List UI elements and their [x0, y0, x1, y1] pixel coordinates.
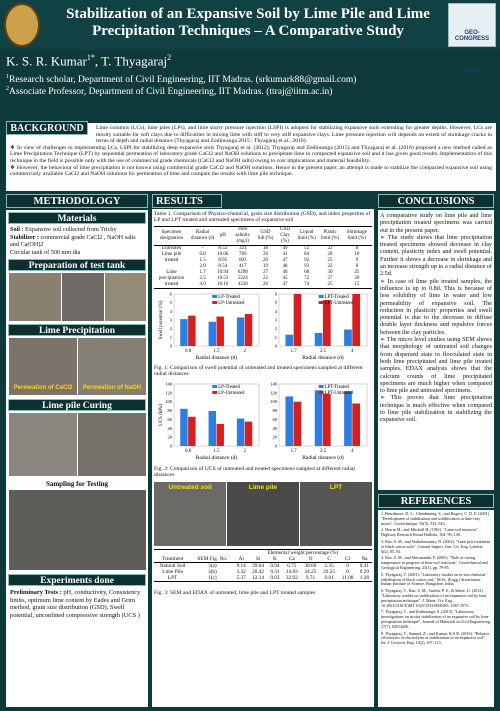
y-tick-label: 2 — [169, 326, 172, 332]
bar-lpt-treated — [315, 333, 323, 346]
conclusion-point-2-text: In case of lime pile treated samples, the influence is up to 0.8d. This is because of less solubility of lime in water and low permeability of expansive soil. The reduction in plasticity properties and swell potential is due to the decrease in diffuse double layer thickness and repulsive forces between the clay particles. — [380, 277, 492, 336]
table1-header-cell: Liquid limit (%) — [297, 230, 316, 241]
table1-cell: - — [201, 246, 204, 251]
conclusion-point-3: ➢ The micro level studies using SEM shows that morphology of untreated soil changes from dispersed state to flocculated state in both lime precipitated and lime pile treated samples. EDAX analysis shows that the calcium counts of lime precipitated specimens are much higher when compared to lime pile and untreated specimens. — [380, 336, 492, 395]
table2-cell: 0.03 — [270, 575, 280, 581]
conclusion-point-1: ➢ The study shows that lime precipitation treated specimens showed decrease in clay content, plasticity index and swell potential. Further it shows a decrease in shrinkage and an increase strength up to a radial distance of 2.5d. — [380, 233, 492, 278]
table1-cell: 769 — [238, 252, 247, 257]
table1-cell: precipitation — [158, 276, 185, 281]
table1-cell: 52 — [304, 246, 310, 251]
sem-label-lpt: LPT — [329, 484, 343, 491]
sampling-photo — [9, 490, 146, 570]
table1-header-cell: Pore salinity (mg/l) — [235, 227, 251, 244]
table1-cell: 45 — [282, 276, 288, 281]
table1-cell: 8.95 — [218, 258, 228, 263]
table2-cell: Lime Pile — [162, 569, 183, 575]
table1-cell: Untreated — [161, 246, 182, 251]
table1-cell: 25 — [327, 282, 333, 287]
table1-header-cell: GSD Silt (%) — [257, 230, 274, 241]
legend-label: LP-Untreated — [218, 391, 245, 396]
results-title: RESULTS — [152, 194, 222, 208]
table2-cell: 0 — [346, 569, 349, 575]
table1-cell: 10.94 — [217, 270, 229, 275]
conclusion-point-1-text: The study shows that lime precipitation treated specimens showed decrease in clay content, plasticity index and swell potential. Further it shows a decrease in shrinkage and an increase strength up to a radial distance of 2.5d. — [380, 233, 492, 278]
bar-lpt-untreated — [352, 403, 360, 446]
reference-item: 8. Thyagaraj, T., Samuel, Z., and Kumar, K.S.R. (2016). "Relative efficiencies of electrolytes in stabilization of an expansive soil", Int. J. Geotech. Eng. 10(2), 107–113. — [381, 630, 490, 646]
bar-lp-treated — [237, 317, 244, 346]
y-tick-label: 140 — [165, 382, 172, 387]
author-2: T. Thyagaraj — [101, 53, 168, 69]
reference-item: 1. Beardmore, D. L., Glendinning, S., and Rogers, C. D. F. (2001). "Development of stabilisation and solidification in lime-clay mixes", Geotechnique, 50(5), 533–543. — [381, 511, 491, 526]
table1-cell: 4.0 — [199, 282, 206, 287]
x-tick-label: 1.5 — [213, 349, 220, 354]
table2-cell: 3.32 — [236, 569, 246, 575]
table1-cell: 5324 — [237, 276, 248, 281]
bar-lpt-untreated — [294, 294, 302, 346]
title-line-1: Stabilization of an Expansive Soil by Lime Pile and Lime — [66, 6, 430, 22]
reference-item: 5. Thyagaraj, T. (2001). "Laboratory studies on in-situ chemical stabilisation of black cotton soil," M.Sc. (Engg.) dissertation, Indian Institute of Science, Bangalore, India. — [381, 571, 486, 587]
soil-label: Soil : — [10, 226, 24, 233]
table1-cell: 19 — [263, 264, 269, 269]
bar-lpt-treated — [344, 330, 352, 346]
table1-cell: 1.7 — [199, 270, 206, 275]
legend-swatch — [212, 391, 217, 394]
table2-cell: LPT — [167, 575, 178, 581]
author-1: K. S. R. Kumar — [6, 53, 87, 69]
table1-cell: 1.5 — [199, 258, 206, 263]
table1-cell: 10.06 — [217, 252, 229, 257]
table1-cell: 4220 — [237, 282, 248, 287]
bar-lp-untreated — [245, 422, 252, 446]
curing-photo-1 — [9, 413, 77, 476]
fig3-caption: Fig. 3: SEM and EDAX of untreated, lime pile and LPT treated samples — [154, 590, 316, 596]
x-tick-label: 1.7 — [290, 349, 297, 354]
table2-cell: 0.29 — [359, 569, 370, 575]
sampling-label: Sampling for Testing — [45, 480, 109, 488]
aff2-num: 2 — [6, 86, 9, 92]
bar-lpt-treated — [285, 335, 293, 346]
table2-wrap — [154, 549, 372, 582]
table1-header-cell: pH — [219, 233, 226, 238]
reference-item: 7. Thyagaraj, T., and Zodinsanga, S. (2015). "Laboratory investigations on in-situ stabilization of an expansive soil by lime precipitation technique", Journal of Materials in Civil Engineering, 27(7), 04014206. — [381, 609, 491, 629]
author-2-sup: 2 — [167, 53, 172, 62]
y-tick-label: 20 — [167, 434, 172, 440]
fig1-container — [154, 292, 372, 364]
table2-cell: 3(a) — [208, 563, 217, 569]
y-tick-label: 6 — [274, 292, 277, 297]
conclusion-point-4: ➢ This proves that lime precipitation technique is much effective when compared to lime pile stabilization in stabilizing the expansive soil. — [380, 394, 492, 424]
bar-lpt-untreated — [352, 294, 360, 346]
sem-lime-pile-image — [227, 482, 299, 546]
bar-lp-treated — [180, 319, 187, 346]
legend-swatch — [212, 385, 217, 388]
table1-cell: 49 — [282, 246, 288, 251]
bar-lp-untreated — [188, 417, 195, 446]
reference-item: 3. Rao, S. M., and Venkataswamy, B. (2002). "Lime pile treatment of black cotton soils", Ground Improv. Inst. Civ. Eng. London, 6(2), 85–93. — [381, 538, 490, 554]
prep-photo-1 — [9, 273, 61, 321]
poster-title — [48, 6, 448, 40]
table2-header-cell: Ca — [288, 556, 295, 562]
y-tick-label: 60 — [272, 416, 277, 422]
table1-cell: 8 — [355, 246, 359, 251]
legend-swatch — [319, 301, 324, 304]
conclusion-point-3-text: The micro level studies using SEM shows that morphology of untreated soil changes from dispersed state to flocculated state in both lime precipitated and lime pile treated samples. EDAX analysis shows that the calcium counts of lime precipitated specimens are much higher when compared to lime pile and untreated specimens. — [380, 336, 492, 395]
lime-precipitation-title: Lime Precipitation — [8, 324, 146, 336]
x-tick-label: 2 — [243, 349, 247, 354]
table2-cell: 1.28 — [359, 575, 370, 581]
bar-lp-untreated — [217, 317, 224, 346]
table1-cell: 10.53 — [217, 276, 229, 281]
x-axis-label: Radial distance (d) — [302, 455, 344, 461]
table2-cell: 0.94 — [270, 563, 280, 569]
bar-lpt-treated — [285, 396, 293, 446]
table1-header-cell: Specimen designation — [159, 230, 184, 241]
table2-cell: 20.42 — [252, 569, 265, 575]
y-tick-label: 4 — [169, 308, 172, 314]
table1-cell: 20 — [263, 282, 269, 287]
background-p2: ❖ In view of challenges in implementing LCs, LSPI for stabilizing deep expansive soils Thyagaraj et al. (2012), Thyagaraj and Zodinsanga (2015) and Thyagaraj et al. (2016) proposed a new method called as Lime Precipitation Technique (LPT) by sequential permeation of laboratory grade CaCl2 and NaOH solutions to precipitate lime in compacted expansive soil and it has given good results. Implementation of this technique in the field is possible only with the use of commercial grade chemicals (CaCl2 and NaOH salts) owing to cost implications and material feasibility. — [10, 144, 492, 164]
y-tick-label: 0 — [274, 443, 277, 449]
sem-lpt-image — [300, 482, 372, 546]
table2-cell: 12.14 — [252, 575, 265, 581]
authors-line — [6, 53, 171, 69]
conclusions-intro: A comparative study on lime pile and lime precipitation treated specimens was carried out in the present paper. — [380, 212, 492, 234]
table2-cell: 11.08 — [341, 575, 354, 581]
y-tick-label: 80 — [167, 408, 172, 414]
bar-lp-untreated — [217, 424, 224, 446]
table1-cell: 74 — [304, 282, 310, 287]
table1-cell: 10.16 — [217, 282, 229, 287]
table1-cell: 25 — [327, 258, 333, 263]
fig2-chart — [154, 382, 372, 465]
table1-cell: 84 — [304, 252, 310, 257]
prep-title: Preparation of test tank — [8, 259, 146, 271]
table1-cell: 93 — [304, 264, 310, 269]
references-title: REFERENCES — [378, 494, 494, 508]
bar-lp-treated — [209, 411, 216, 446]
table2-cell: 34.25 — [304, 569, 317, 575]
fig2-caption: Fig. 2: Comparison of UCS of untreated and treated specimens sampled at different radial distances — [154, 466, 355, 479]
aff2-text: Associate Professor, Department of Civil Engineering, IIT Madras. (ttraj@iitm.ac.in) — [9, 87, 333, 98]
table1-cell: 2.5 — [199, 276, 206, 281]
perm-cacl2-label: Permeation of CaCl2 — [13, 385, 73, 391]
y-tick-label: 5 — [169, 300, 172, 306]
table2-cell: 0.01 — [324, 575, 334, 581]
table1-cell: 47 — [282, 258, 288, 263]
legend-label: LP-Untreated — [218, 301, 245, 306]
table1-cell: 30 — [327, 270, 333, 275]
table2-header-cell: O — [308, 556, 313, 562]
curing-photo-2 — [78, 413, 146, 476]
conclusions-title: CONCLUSIONS — [378, 194, 494, 208]
table1-cell: 8.52 — [218, 246, 228, 251]
background-p3: ❖ However, the behaviour of lime precipitation is not known using commercial grade CaCl2 and NaOH solutions. Hence in the present paper, an attempt is made to stabilize the compacted expansive soil using commercially available CaCl2 and NaOH solutions for permeation of lime and compare the results with lime pile technique. — [10, 164, 492, 178]
legend-label: LPT-Untreated — [324, 301, 354, 306]
table2-cell: 32.92 — [285, 575, 298, 581]
table2-header-cell: Treatment — [161, 556, 184, 562]
legend-label: LPT-Treated — [324, 295, 349, 300]
table2-row — [154, 575, 372, 582]
materials-title: Materials — [8, 212, 146, 224]
bar-lp-untreated — [188, 316, 195, 346]
bar-lp-treated — [180, 409, 187, 446]
logo-title: GEO-CONGRESS — [454, 30, 490, 42]
fig1-caption: Fig. 1: Comparison of swell potential of untreated and treated specimens sampled at different radial distances — [154, 365, 363, 378]
y-tick-label: 3 — [169, 317, 172, 323]
table2-cell: 2.35 — [324, 563, 334, 569]
stabilizer-text: commercial grade CaCl2 , NaOH salts and Ca(OH)2 — [10, 233, 136, 249]
table2-cell: 5.37 — [236, 575, 246, 581]
table1-header-cell: Plastic limit (%) — [320, 230, 340, 241]
legend-swatch — [212, 301, 217, 304]
table1-cell: 22 — [263, 276, 269, 281]
sem-untreated-image — [154, 482, 226, 546]
table2-cell: 1(c) — [208, 575, 217, 581]
bar-lp-treated — [209, 322, 216, 346]
legend-swatch — [319, 391, 324, 394]
table1-cell: 321 — [238, 246, 247, 251]
background-p2-text: In view of challenges in implementing LCs, LSPI for stabilizing deep expansive soils Thyagaraj et al. (2012), Thyagaraj and Zodinsanga (2015) and Thyagaraj et al. (2016) proposed a new method called as Lime Precipitation Technique (LPT) by sequential permeation of laboratory grade CaCl2 and NaOH solutions to precipitate lime in compacted expansive soil and it has given good results. Implementation of this technique in the field is possible only with the use of commercial grade chemicals (CaCl2 and NaOH salts) owing to cost implications and material feasibility. — [10, 144, 492, 164]
table1-cell: 0.8 — [199, 252, 206, 257]
x-tick-label: 4 — [351, 449, 354, 454]
legend-label: LPT-Untreated — [324, 391, 354, 396]
x-axis-label: Radial distance (d) — [195, 355, 238, 361]
table2-cell: 0 — [346, 563, 349, 569]
conclusions-text — [380, 212, 492, 424]
table2-cell: 0.31 — [270, 569, 280, 575]
bar-lp-treated — [237, 419, 244, 446]
geo-congress-logo — [448, 3, 496, 74]
table2-header-cell: Si — [255, 556, 261, 562]
y-tick-label: 4 — [274, 308, 277, 314]
reference-item: 2. Herrin M., and Mitchell H. (1961). "Lime-soil mixtures", Highway Research Board Bulletin, 304, 99–138. — [381, 527, 479, 538]
y-axis-label: UCS (kPa) — [159, 404, 164, 426]
y-tick-label: 80 — [272, 408, 277, 414]
table2-header-cell: Na — [361, 556, 368, 562]
prep-photo-3 — [105, 273, 146, 321]
prelim-text: pH, conductivity, Consistency limits, optimum lime content by Eades and Grim method, grain size distribution (GSD), Swell potential, unconfined compressive strength (UCS ) — [10, 589, 141, 619]
table2-header-cell: Cl — [345, 556, 351, 562]
table1-cell: 20 — [263, 258, 269, 263]
lime-pile-curing-title: Lime pile Curing — [8, 399, 146, 411]
table2-cell: 0.41 — [359, 563, 370, 569]
x-tick-label: 0.8 — [185, 349, 192, 354]
y-tick-label: 40 — [272, 425, 277, 431]
table1-cell: 27 — [327, 276, 333, 281]
table1-cell: 8 — [355, 264, 359, 269]
table1-cell: 10 — [354, 252, 360, 257]
table1-cell: 417 — [238, 264, 247, 269]
background-p3-text: However, the behaviour of lime precipitation is not known using commercial grade CaCl2 and NaOH solutions. Hence in the present paper, an attempt is made to stabilize the compacted expansive soil using commercially available CaCl2 and NaOH solutions for permeation of lime and compare the results with lime pile technique. — [10, 164, 492, 178]
table1-cell: 6298 — [237, 270, 248, 275]
background-title: BACKGROUND — [6, 121, 88, 135]
x-tick-label: 0.8 — [185, 449, 192, 454]
y-tick-label: 140 — [270, 382, 277, 387]
y-tick-label: 120 — [165, 390, 172, 396]
x-tick-label: 1.5 — [213, 449, 220, 454]
legend-label: LP-Treated — [218, 295, 240, 300]
y-tick-label: 20 — [272, 434, 277, 440]
table1-cell: 8.54 — [218, 264, 228, 269]
table1-cell: 47 — [282, 282, 288, 287]
table1-row — [154, 282, 372, 289]
table2-cell: 0.75 — [287, 563, 297, 569]
table2-cell: 9.71 — [305, 575, 316, 581]
y-tick-label: 6 — [169, 292, 172, 297]
sem-label-lime-pile: Lime pile — [248, 484, 278, 491]
table2-cell: 39.64 — [252, 563, 265, 569]
soil-text: Expansive soil collected from Trichy — [23, 226, 117, 233]
table1-cell: 15 — [354, 282, 360, 287]
y-tick-label: 0 — [169, 443, 172, 449]
y-tick-label: 1 — [169, 334, 172, 340]
table1-header-cell: Radial distance (d) — [190, 230, 215, 241]
logo-year: 2020 — [465, 68, 479, 74]
y-tick-label: 2 — [274, 326, 277, 332]
table1-cell: 22 — [327, 264, 333, 269]
x-axis-label: Radial distance (d) — [302, 355, 344, 361]
prelim-label: Preliminary Tests : — [10, 589, 62, 596]
table1-cell: Lime pile — [161, 252, 182, 257]
legend-label: LPT-Treated — [324, 385, 349, 390]
affiliation-2 — [6, 84, 332, 98]
table1-cell: 25 — [354, 270, 360, 275]
table1-cell: 48 — [282, 264, 288, 269]
table1-cell: 28 — [327, 252, 333, 257]
table2-cell: 14.83 — [285, 569, 298, 575]
table1-cell: 26 — [263, 252, 269, 257]
table1-cell: 27 — [263, 270, 269, 275]
conclusion-point-4-text: This proves that lime precipitation technique is much effective when compared to lime pile stabilization in stabilizing the expansive soil. — [380, 394, 492, 424]
x-axis-label: Radial distance (d) — [195, 455, 238, 461]
y-tick-label: 100 — [165, 399, 172, 405]
x-tick-label: 4 — [351, 349, 354, 354]
table2-header-cell: C — [327, 556, 331, 562]
legend-label: LP-Treated — [218, 385, 240, 390]
materials-text — [10, 226, 146, 256]
table2-cell: 20.25 — [323, 569, 336, 575]
y-tick-label: 3 — [274, 317, 277, 323]
experiments-text — [10, 589, 146, 619]
table2-header-cell: SEM Fig. No. — [197, 556, 228, 562]
x-tick-label: 1.7 — [290, 449, 297, 454]
table1-cell: treated — [164, 282, 179, 287]
table1-header-cell: Shrinkage limit (%) — [346, 230, 367, 241]
references-panel — [378, 510, 494, 707]
bar-lpt-treated — [315, 390, 323, 446]
column-line: Circular tank of 500 mm dia — [10, 248, 81, 256]
aff1-text: Research scholar, Department of Civil Engineering, IIT Madras. (srkumark88@gmail.com) — [9, 75, 357, 86]
x-tick-label: 2.5 — [320, 349, 326, 354]
fig1-chart — [154, 292, 372, 364]
y-tick-label: 100 — [270, 399, 277, 405]
y-tick-label: 40 — [167, 425, 172, 431]
prep-photo-2 — [62, 273, 104, 321]
table1-cell: 20 — [354, 276, 360, 281]
bar-lpt-treated — [344, 391, 352, 446]
legend-swatch — [319, 295, 324, 298]
table1-cell: Lime — [166, 270, 177, 275]
title-line-2: Precipitation Techniques – A Comparative Study — [92, 23, 404, 39]
table2-header-top: Elemental weight percentage (%) — [267, 550, 339, 556]
table1-cell: 41 — [282, 252, 288, 257]
table1-cell: treated — [164, 258, 179, 263]
y-tick-label: 0 — [169, 343, 172, 349]
x-tick-label: 2 — [243, 449, 247, 454]
x-tick-label: 2.5 — [320, 449, 326, 454]
soil-line — [10, 226, 146, 234]
bar-lpt-untreated — [323, 394, 331, 446]
table2-cell: 3(b) — [207, 569, 217, 575]
y-tick-label: 5 — [274, 300, 277, 306]
stabilizer-line — [10, 234, 146, 249]
author-1-sup: 1* — [86, 53, 95, 62]
table1-caption: Table 1. Comparison of Physico-chemical, grain size distribution (GSD), and index properties of LP and LPT treated and untreated specimens of expansive soil — [154, 211, 371, 224]
author-sep: , — [94, 53, 102, 69]
y-tick-label: 0 — [274, 343, 277, 349]
table1-cell: 2.0 — [199, 264, 206, 269]
reference-item: 4. Rao, S. M., and Shivananda, P. (2005). "Role of curing temperature in progress of lime-soil reactions", Geotechnical and Geological Engineering, 23(1), pp. 79-85. — [381, 555, 488, 570]
conclusion-point-2: ➢ In case of lime pile treated samples, the influence is up to 0.8d. This is because of less solubility of lime in water and low permeability of expansive soil. The reduction in plasticity properties and swell potential is due to the decrease in diffuse double layer thickness and repulsive forces between the clay particles. — [380, 277, 492, 336]
perm-naoh-label: Permeation of NaOH — [82, 385, 142, 391]
table2-cell: 9.14 — [236, 563, 246, 569]
table1-cell: 72 — [304, 276, 310, 281]
y-tick-label: 1 — [274, 334, 277, 340]
table1-header-cell: GSD Clay (%) — [280, 227, 291, 244]
table1-cell: 40 — [282, 270, 288, 275]
table1-cell: 22 — [327, 246, 333, 251]
experiments-title: Experiments done — [8, 574, 146, 586]
table1-cell: 9 — [355, 258, 359, 263]
table1-wrap — [154, 226, 372, 289]
table1-cell: 603 — [238, 258, 247, 263]
table2-header-cell: Al — [238, 556, 244, 562]
bar-lpt-untreated — [294, 402, 302, 446]
bar-lpt-untreated — [323, 300, 331, 346]
table1-cell: 68 — [304, 270, 310, 275]
table1-cell: 18 — [263, 246, 269, 251]
y-axis-label: Swell potential (%) — [159, 300, 164, 340]
iit-madras-logo — [4, 3, 40, 47]
reference-item: 6. Thyagaraj, T., Rao, S. M., Suresh, P. S., & Salini, U. (2012). "Laboratory studies on stabilization of an expansive soil by lime precipitation technique", J. Mater. Civ. Eng., 10.1061/(ASCE)MT.1943-5533.0000483, 1067-1075. — [381, 588, 487, 608]
table1-cell: 92 — [304, 258, 310, 263]
table1 — [154, 226, 372, 289]
legend-swatch — [212, 295, 217, 298]
table2-header-cell: K — [273, 556, 277, 562]
table2-cell: 38.60 — [304, 563, 317, 569]
stabilizer-label: Stabilizer : — [10, 233, 39, 241]
table2-cell: Natural Soil — [159, 563, 186, 569]
y-tick-label: 120 — [270, 390, 277, 396]
aff1-num: 1 — [6, 74, 9, 80]
sem-label-untreated: Untreated soil — [168, 484, 212, 491]
table2 — [154, 549, 372, 582]
fig2-container — [154, 382, 372, 465]
bar-lp-untreated — [245, 314, 252, 346]
background-p1: Lime columns (LCs), lime piles (LPs), and lime slurry pressure injection (LSPI) is adopted for stabilizing expansive soils extending for greater depths. However, LCs are mostly suitable for soft clays due to difficulties in mixing lime with stiff to very stiff expansive clays. Lime pressure injection will depends on extent of shrinkage cracks in terms of depth and radial distance (Thyagaraj and Zodinsanga 2015 ; Thyagaraj et al., 2016). — [96, 125, 492, 145]
methodology-title: METHODOLOGY — [6, 194, 148, 208]
y-tick-label: 60 — [167, 416, 172, 422]
legend-swatch — [319, 385, 324, 388]
